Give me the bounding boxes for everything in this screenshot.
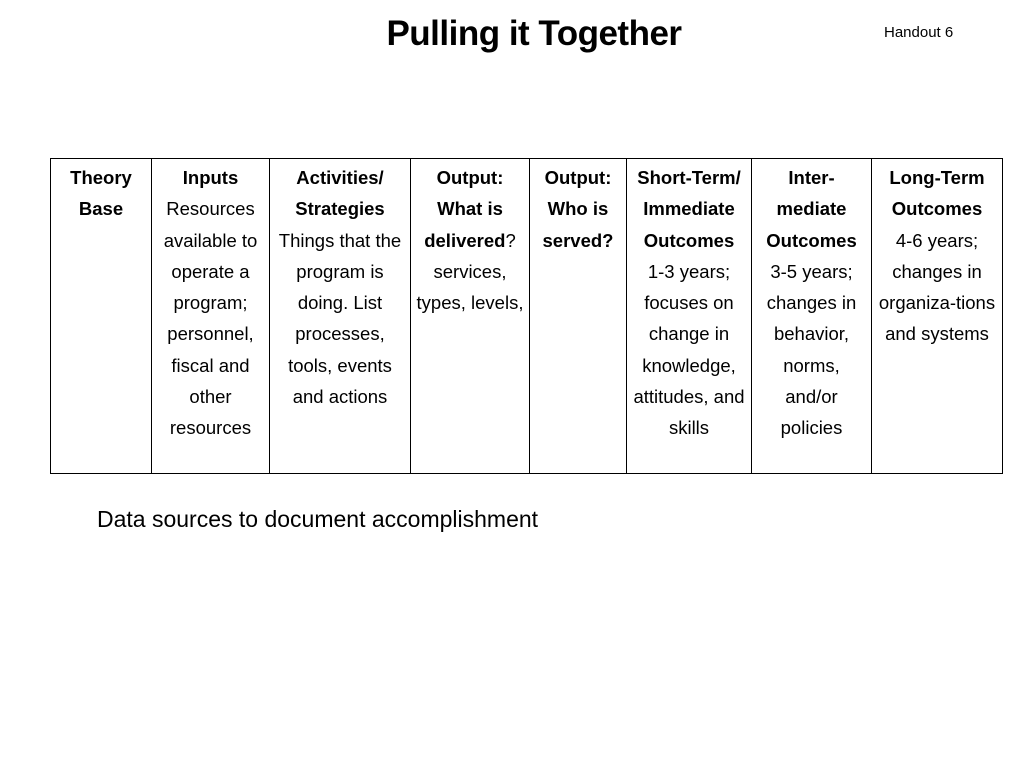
short-term-heading: Short-Term/ Immediate Outcomes xyxy=(637,167,741,251)
short-term-cell xyxy=(627,159,752,474)
long-term-cell xyxy=(872,159,1003,474)
output-what-cell xyxy=(411,159,530,474)
inputs-cell xyxy=(152,159,270,474)
output-who-cell xyxy=(530,159,627,474)
handout-label: Handout 6 xyxy=(884,24,954,41)
output-what-heading: Output: What is xyxy=(436,167,504,220)
activities-description: Things that the program is doing. List processes, tools, events and actions xyxy=(278,229,402,408)
inputs-description: Resources available to operate a program; personnel, fiscal and other resources xyxy=(163,198,258,439)
short-term-description: 1-3 years; focuses on change in knowledge, attitudes, and skills xyxy=(633,260,745,439)
output-what-heading-line xyxy=(424,230,516,251)
intermediate-description: 3-5 years; changes in behavior, norms, and/or policies xyxy=(766,260,857,439)
activities-heading: Activities/ Strategies xyxy=(295,167,385,220)
logic-model-table xyxy=(50,158,1003,474)
output-what-heading-punct: ? xyxy=(505,229,516,251)
long-term-description: 4-6 years; changes in organiza-tions and systems xyxy=(878,229,996,345)
output-what-description: services, types, levels, xyxy=(416,260,524,314)
long-term-heading: Long-Term Outcomes xyxy=(889,167,985,220)
theory-base-cell xyxy=(51,159,152,474)
table-row xyxy=(51,159,1003,474)
activities-cell xyxy=(270,159,411,474)
intermediate-cell xyxy=(752,159,872,474)
output-who-heading: Output: Who is served? xyxy=(542,167,614,251)
data-sources-caption: Data sources to document accomplishment xyxy=(97,506,539,532)
page-title: Pulling it Together xyxy=(386,14,682,53)
theory-base-heading: Theory Base xyxy=(70,167,132,220)
intermediate-heading: Inter-mediate Outcomes xyxy=(766,167,857,251)
output-what-heading-end: delivered xyxy=(424,229,506,251)
inputs-heading: Inputs xyxy=(182,167,239,188)
